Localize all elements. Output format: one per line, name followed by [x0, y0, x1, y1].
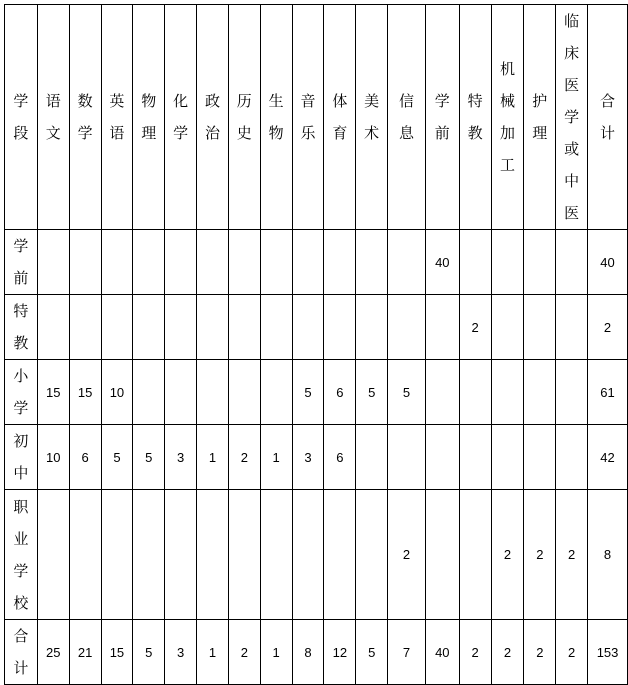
table-cell: 10: [101, 360, 133, 425]
table-cell: [133, 230, 165, 295]
col-header-math: 数学: [69, 5, 101, 230]
table-cell: 12: [324, 620, 356, 685]
col-header-clinical-medicine: 临床医学或中医: [556, 5, 588, 230]
col-header-english: 英语: [101, 5, 133, 230]
table-cell: [165, 230, 197, 295]
col-header-nursing: 护理: [524, 5, 556, 230]
table-cell: [356, 230, 388, 295]
col-header-music: 音乐: [292, 5, 324, 230]
table-row-vocational: [5, 490, 628, 620]
table-cell: 1: [197, 620, 229, 685]
col-header-total: 合计: [588, 5, 628, 230]
table-cell: [524, 425, 556, 490]
table-cell: 40: [425, 620, 459, 685]
table-cell: [425, 295, 459, 360]
table-cell: 2: [459, 295, 491, 360]
table-cell: 2: [556, 490, 588, 620]
table-cell: [228, 295, 260, 360]
table-cell: [491, 230, 524, 295]
table-cell: 2: [556, 620, 588, 685]
table-cell-total: 61: [588, 360, 628, 425]
table-cell: [491, 295, 524, 360]
table-cell: [197, 360, 229, 425]
table-cell: [556, 425, 588, 490]
table-cell: [356, 490, 388, 620]
table-cell: 1: [260, 620, 292, 685]
row-label: 合计: [5, 620, 38, 685]
table-cell: 2: [228, 425, 260, 490]
table-cell: 5: [101, 425, 133, 490]
table-cell-total: 2: [588, 295, 628, 360]
table-cell: [69, 490, 101, 620]
table-cell: 3: [292, 425, 324, 490]
table-cell: [101, 230, 133, 295]
col-header-chemistry: 化学: [165, 5, 197, 230]
table-cell: [133, 295, 165, 360]
table-cell: 6: [69, 425, 101, 490]
table-cell: [491, 425, 524, 490]
table-cell-total: 40: [588, 230, 628, 295]
table-cell: 5: [133, 425, 165, 490]
col-header-special-ed: 特教: [459, 5, 491, 230]
row-label: 小学: [5, 360, 38, 425]
table-cell-total: 153: [588, 620, 628, 685]
table-cell: [459, 490, 491, 620]
table-cell: [165, 360, 197, 425]
row-label: 职业学校: [5, 490, 38, 620]
table-cell: [292, 490, 324, 620]
table-cell: [524, 230, 556, 295]
table-cell: [260, 490, 292, 620]
table-cell: 2: [491, 490, 524, 620]
table-cell: [228, 360, 260, 425]
table-cell-total: 8: [588, 490, 628, 620]
table-row-special-ed: [5, 295, 628, 360]
table-cell: [388, 295, 426, 360]
table-cell: 15: [37, 360, 69, 425]
table-cell: 5: [388, 360, 426, 425]
table-cell: [133, 490, 165, 620]
table-row-total: [5, 620, 628, 685]
row-label: 特教: [5, 295, 38, 360]
table-row-preschool: [5, 230, 628, 295]
table-cell: [37, 230, 69, 295]
table-cell: [459, 425, 491, 490]
table-cell: 25: [37, 620, 69, 685]
table-cell: [459, 230, 491, 295]
table-cell: [556, 230, 588, 295]
table-cell: 5: [292, 360, 324, 425]
table-cell: 40: [425, 230, 459, 295]
table-cell: [197, 295, 229, 360]
teacher-allocation-table: [4, 4, 628, 685]
col-header-politics: 政治: [197, 5, 229, 230]
table-cell: [165, 490, 197, 620]
table-cell: 3: [165, 620, 197, 685]
table-cell: 2: [388, 490, 426, 620]
table-cell: [101, 295, 133, 360]
table-cell: [324, 230, 356, 295]
table-cell: [292, 230, 324, 295]
table-cell: [388, 425, 426, 490]
table-cell: 5: [356, 620, 388, 685]
table-cell: 3: [165, 425, 197, 490]
table-cell: [228, 490, 260, 620]
table-cell: [556, 360, 588, 425]
table-cell: 2: [228, 620, 260, 685]
table-cell: 8: [292, 620, 324, 685]
table-cell: 15: [69, 360, 101, 425]
table-cell: [356, 295, 388, 360]
table-cell: [292, 295, 324, 360]
table-cell: 5: [133, 620, 165, 685]
col-header-stage: 学段: [5, 5, 38, 230]
col-header-it: 信息: [388, 5, 426, 230]
col-header-preschool: 学前: [425, 5, 459, 230]
table-cell: [425, 360, 459, 425]
table-cell: [69, 230, 101, 295]
table-cell: [356, 425, 388, 490]
table-cell: 1: [197, 425, 229, 490]
table-cell: 2: [459, 620, 491, 685]
table-cell: 15: [101, 620, 133, 685]
table-cell: [459, 360, 491, 425]
table-cell: [260, 230, 292, 295]
row-label: 初中: [5, 425, 38, 490]
table-cell: [388, 230, 426, 295]
col-header-pe: 体育: [324, 5, 356, 230]
table-cell: [556, 295, 588, 360]
col-header-biology: 生物: [260, 5, 292, 230]
table-cell: 5: [356, 360, 388, 425]
table-cell: [37, 295, 69, 360]
col-header-physics: 物理: [133, 5, 165, 230]
table-cell: 2: [491, 620, 524, 685]
table-row-junior-high: [5, 425, 628, 490]
table-cell: [197, 490, 229, 620]
table-cell: [324, 490, 356, 620]
row-label: 学前: [5, 230, 38, 295]
table-cell: [260, 360, 292, 425]
col-header-history: 历史: [228, 5, 260, 230]
table-cell: [524, 360, 556, 425]
col-header-machining: 机械加工: [491, 5, 524, 230]
col-header-art: 美术: [356, 5, 388, 230]
table-cell: [37, 490, 69, 620]
table-cell: [260, 295, 292, 360]
table-row-primary: [5, 360, 628, 425]
table-cell: [165, 295, 197, 360]
table-cell: [491, 360, 524, 425]
table-cell: [228, 230, 260, 295]
table-cell: 10: [37, 425, 69, 490]
table-cell: [524, 295, 556, 360]
table-cell-total: 42: [588, 425, 628, 490]
table-cell: 2: [524, 620, 556, 685]
table-cell: [197, 230, 229, 295]
table-cell: [101, 490, 133, 620]
table-cell: 6: [324, 360, 356, 425]
table-cell: 1: [260, 425, 292, 490]
table-cell: [69, 295, 101, 360]
table-cell: 2: [524, 490, 556, 620]
table-cell: 7: [388, 620, 426, 685]
table-cell: [133, 360, 165, 425]
table-cell: 21: [69, 620, 101, 685]
table-cell: [324, 295, 356, 360]
table-cell: [425, 425, 459, 490]
table-cell: [425, 490, 459, 620]
table-cell: 6: [324, 425, 356, 490]
col-header-chinese: 语文: [37, 5, 69, 230]
header-row: [5, 5, 628, 230]
